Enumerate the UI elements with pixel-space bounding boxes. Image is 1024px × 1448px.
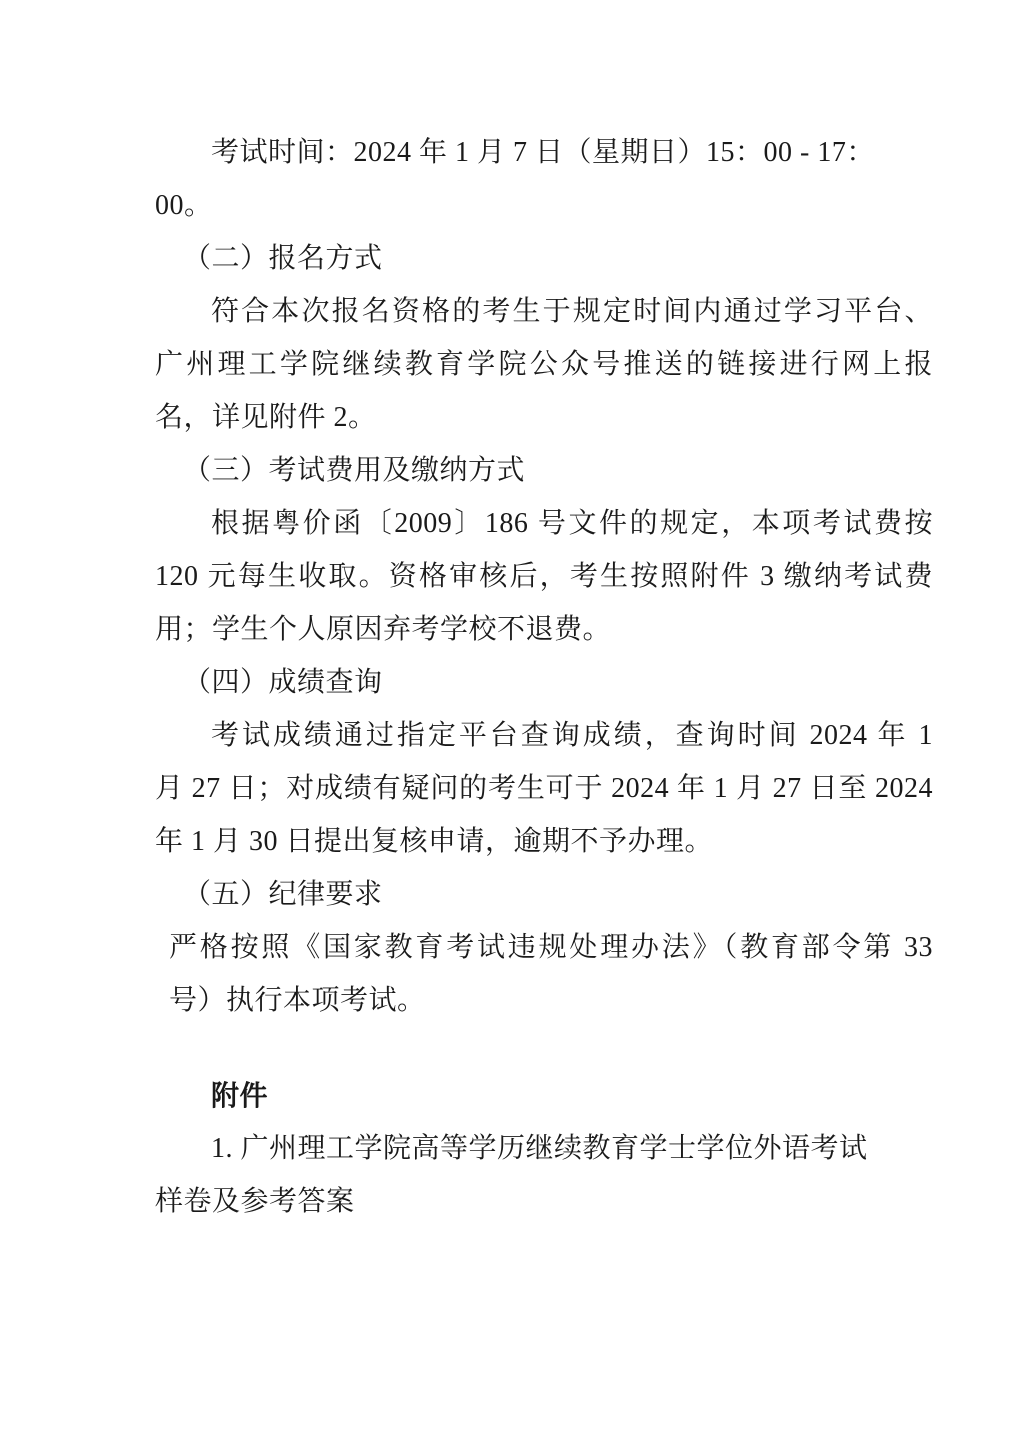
- heading-section-5: （五）纪律要求: [183, 879, 383, 910]
- line-exam-time-cont: 00。: [155, 190, 213, 221]
- line-fee-3: 用；学生个人原因弃考学校不退费。: [155, 614, 612, 645]
- line-attachment-2: 样卷及参考答案: [155, 1186, 355, 1217]
- line-registration-3: 名，详见附件 2。: [155, 402, 377, 433]
- heading-section-2: （二）报名方式: [183, 243, 383, 274]
- line-discipline-1: 严格按照《国家教育考试违规处理办法》（教育部令第 33: [169, 932, 933, 963]
- line-score-2: 月 27 日；对成绩有疑问的考生可于 2024 年 1 月 27 日至 2024: [155, 773, 933, 804]
- heading-section-3: （三）考试费用及缴纳方式: [183, 455, 526, 486]
- line-attachment-1: 1. 广州理工学院高等学历继续教育学士学位外语考试: [211, 1133, 868, 1164]
- attachment-heading: 附件: [211, 1080, 269, 1111]
- line-exam-time: 考试时间：2024 年 1 月 7 日（星期日）15：00 - 17：: [211, 137, 875, 168]
- heading-section-4: （四）成绩查询: [183, 667, 383, 698]
- line-registration-2: 广州理工学院继续教育学院公众号推送的链接进行网上报: [155, 349, 933, 380]
- line-score-3: 年 1 月 30 日提出复核申请，逾期不予办理。: [155, 826, 714, 857]
- line-fee-1: 根据粤价函〔2009〕186 号文件的规定，本项考试费按: [211, 508, 933, 539]
- line-fee-2: 120 元每生收取。资格审核后，考生按照附件 3 缴纳考试费: [155, 561, 933, 592]
- line-registration-1: 符合本次报名资格的考生于规定时间内通过学习平台、: [211, 296, 933, 327]
- line-discipline-2: 号）执行本项考试。: [169, 985, 426, 1016]
- line-score-1: 考试成绩通过指定平台查询成绩，查询时间 2024 年 1: [211, 720, 933, 751]
